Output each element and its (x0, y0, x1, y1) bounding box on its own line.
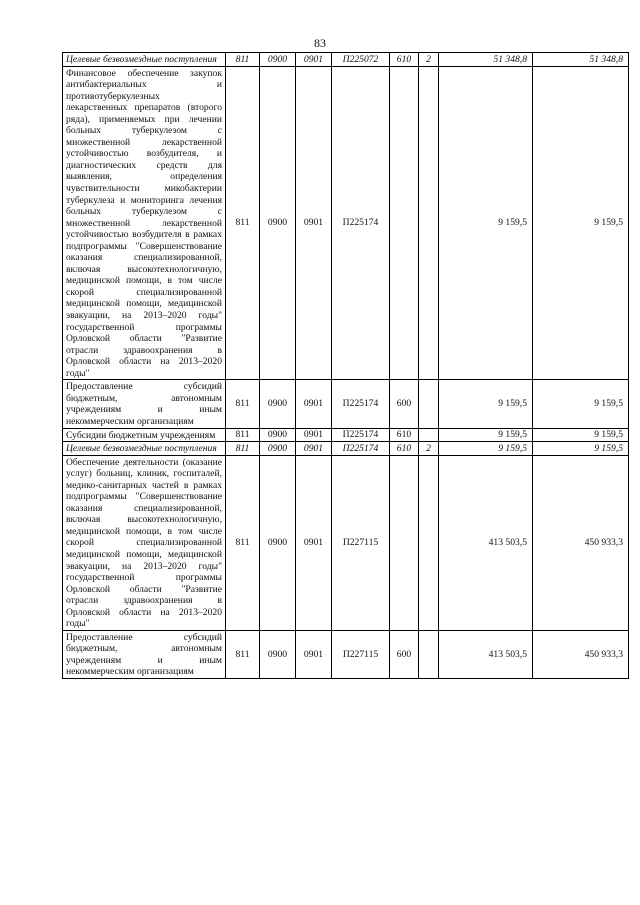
cell-expense-type: 610 (390, 428, 419, 442)
cell-amount-year-1: 413 503,5 (439, 455, 533, 630)
cell-department-code: 811 (226, 442, 260, 456)
cell-expense-type (390, 455, 419, 630)
cell-funding-kind: 2 (419, 442, 439, 456)
cell-section-code: 0900 (260, 428, 296, 442)
cell-amount-year-2: 450 933,3 (533, 630, 629, 678)
cell-funding-kind (419, 428, 439, 442)
cell-section-code: 0900 (260, 630, 296, 678)
cell-amount-year-1: 9 159,5 (439, 380, 533, 428)
cell-subsection-code: 0901 (296, 53, 332, 67)
cell-department-code: 811 (226, 66, 260, 380)
cell-amount-year-1: 9 159,5 (439, 66, 533, 380)
cell-target-article: П225174 (332, 66, 390, 380)
cell-amount-year-2: 9 159,5 (533, 380, 629, 428)
cell-amount-year-1: 413 503,5 (439, 630, 533, 678)
cell-amount-year-2: 9 159,5 (533, 428, 629, 442)
cell-name: Субсидии бюджетным учреждениям (63, 428, 226, 442)
cell-target-article: П227115 (332, 455, 390, 630)
cell-subsection-code: 0901 (296, 428, 332, 442)
table-row (63, 442, 629, 456)
cell-department-code: 811 (226, 428, 260, 442)
table-row (63, 380, 629, 428)
cell-expense-type: 610 (390, 442, 419, 456)
cell-name: Обеспечение деятельности (оказание услуг) больниц, клиник, госпиталей, медико-санитарных частей в рамках подпрограммы "Совершенствование оказания специализированной, включая высокотехнологичную, медицинской помощи, в том числе скорой специализированной медицинской помощи, медицинской эвакуации, на 2013–2020 годы" государственной программы Орловской области "Развитие отрасли здравоохранения в Орловской области на 2013–2020 годы" (63, 455, 226, 630)
cell-name: Предоставление субсидий бюджетным, автономным учреждениям и иным некоммерческим организациям (63, 380, 226, 428)
table-row (63, 455, 629, 630)
cell-expense-type: 600 (390, 380, 419, 428)
cell-section-code: 0900 (260, 380, 296, 428)
cell-subsection-code: 0901 (296, 630, 332, 678)
cell-amount-year-1: 9 159,5 (439, 442, 533, 456)
table-row (63, 630, 629, 678)
cell-department-code: 811 (226, 630, 260, 678)
cell-department-code: 811 (226, 53, 260, 67)
cell-funding-kind: 2 (419, 53, 439, 67)
cell-name: Целевые безвозмездные поступления (63, 442, 226, 456)
budget-table (62, 52, 629, 679)
cell-subsection-code: 0901 (296, 455, 332, 630)
table-row (63, 53, 629, 67)
cell-funding-kind (419, 630, 439, 678)
cell-section-code: 0900 (260, 442, 296, 456)
cell-target-article: П225174 (332, 442, 390, 456)
cell-expense-type (390, 66, 419, 380)
cell-target-article: П225174 (332, 428, 390, 442)
cell-name: Целевые безвозмездные поступления (63, 53, 226, 67)
cell-department-code: 811 (226, 380, 260, 428)
cell-section-code: 0900 (260, 66, 296, 380)
cell-amount-year-1: 51 348,8 (439, 53, 533, 67)
table-body (63, 53, 629, 679)
cell-subsection-code: 0901 (296, 66, 332, 380)
cell-funding-kind (419, 66, 439, 380)
cell-target-article: П225174 (332, 380, 390, 428)
cell-section-code: 0900 (260, 455, 296, 630)
cell-amount-year-2: 9 159,5 (533, 442, 629, 456)
cell-amount-year-2: 9 159,5 (533, 66, 629, 380)
cell-name: Предоставление субсидий бюджетным, автономным учреждениям и иным некоммерческим организациям (63, 630, 226, 678)
cell-subsection-code: 0901 (296, 380, 332, 428)
table-row (63, 66, 629, 380)
cell-expense-type: 600 (390, 630, 419, 678)
cell-expense-type: 610 (390, 53, 419, 67)
cell-department-code: 811 (226, 455, 260, 630)
cell-subsection-code: 0901 (296, 442, 332, 456)
cell-funding-kind (419, 380, 439, 428)
cell-section-code: 0900 (260, 53, 296, 67)
cell-amount-year-2: 450 933,3 (533, 455, 629, 630)
cell-target-article: П227115 (332, 630, 390, 678)
cell-name: Финансовое обеспечение закупок антибактериальных и противотуберкулезных лекарственных препаратов (второго ряда), применяемых при лечении больных туберкулезом с множественной лекарственной устойчивостью возбудителя, и диагностических средств для выявления, определения чувствительности микобактерии туберкулеза и мониторинга лечения больных туберкулезом с множественной лекарственной устойчивостью возбудителя в рамках подпрограммы "Совершенствование оказания специализированной, включая высокотехнологичную, медицинской помощи, в том числе скорой специализированной медицинской помощи, медицинской эвакуации, на 2013–2020 годы" государственной программы Орловской области "Развитие отрасли здравоохранения в Орловской области на 2013–2020 годы" (63, 66, 226, 380)
table-row (63, 428, 629, 442)
page-number: 83 (314, 36, 326, 50)
cell-target-article: П225072 (332, 53, 390, 67)
cell-amount-year-2: 51 348,8 (533, 53, 629, 67)
cell-funding-kind (419, 455, 439, 630)
cell-amount-year-1: 9 159,5 (439, 428, 533, 442)
